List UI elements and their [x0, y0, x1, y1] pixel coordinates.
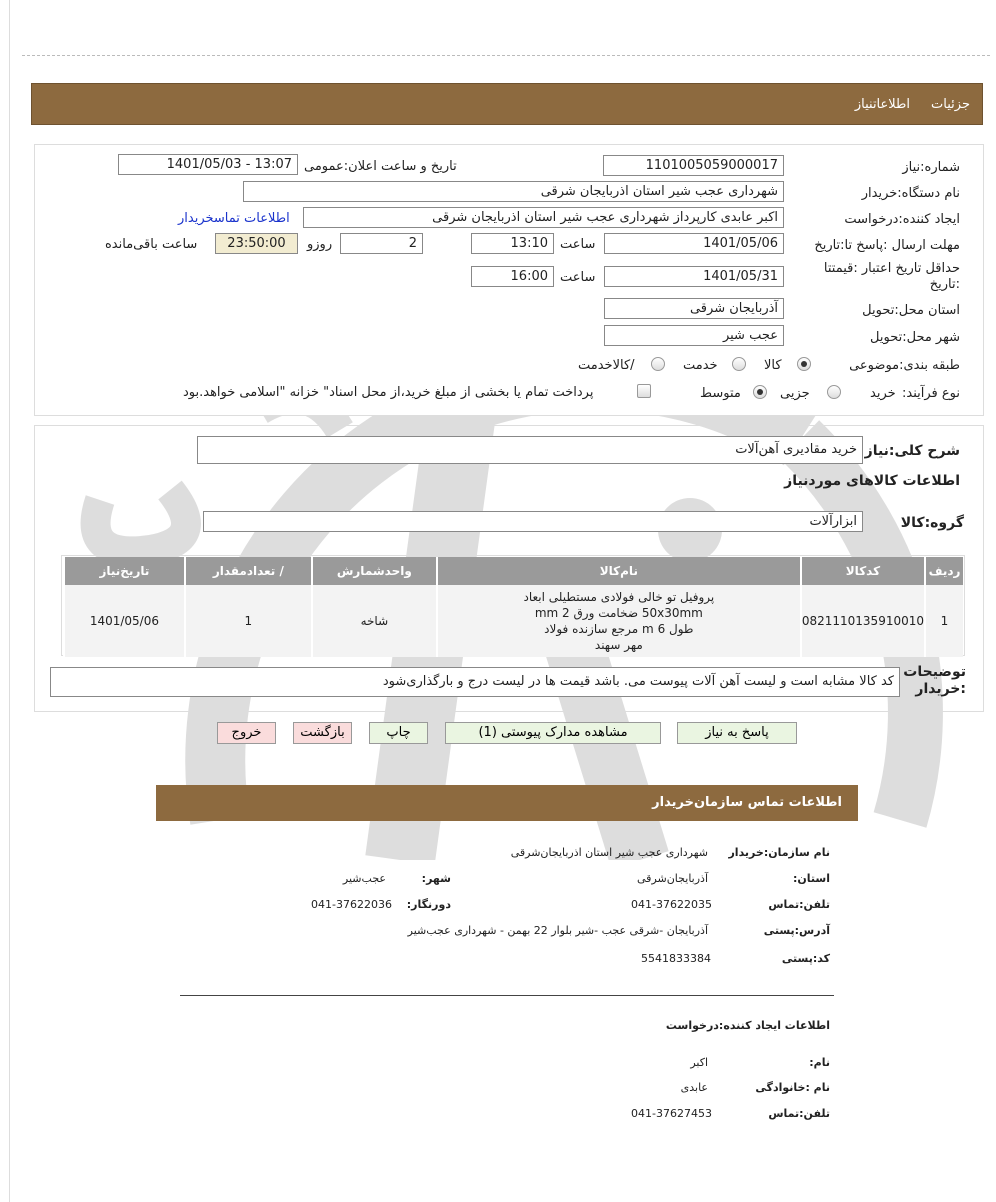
goods-name-line: پروفیل تو خالی فولادی مستطیلی ابعاد: [523, 590, 715, 604]
category-service-label: خدمت: [683, 358, 718, 373]
contact-separator: [180, 995, 834, 996]
buyer-contact-title: اطلاعات تماس سازمان‌خریدار: [652, 795, 842, 810]
goods-group-field: ابزارآلات: [203, 511, 863, 532]
deadline-time-label: ساعت: [560, 237, 596, 252]
print-button[interactable]: چاپ: [369, 722, 428, 744]
buyer-contact-header: [156, 785, 858, 821]
days-label: روزو: [307, 237, 333, 252]
reply-to-need-button[interactable]: پاسخ به نیاز: [677, 722, 797, 744]
cell-unit: شاخه: [312, 585, 437, 657]
deadline-date-field: 1401/05/06: [604, 233, 784, 254]
general-description-field: خرید مقادیری آهن‌آلات: [197, 436, 863, 464]
table-header-row: [64, 557, 963, 585]
process-medium-label: متوسط: [700, 386, 741, 401]
col-header-code: کدکالا: [801, 557, 925, 585]
goods-name-line: مهر سهند: [594, 638, 643, 652]
creator-phone-label: تلفن:تماس: [768, 1107, 830, 1120]
goods-name-line: 50x30mm ضخامت ورق 2 mm: [534, 606, 703, 620]
tab-need-info[interactable]: اطلاعاتنیاز: [854, 97, 910, 112]
price-validity-label: حداقل تاریخ اعتبار :قیمتتا :تاریخ: [823, 261, 960, 292]
process-type-label: نوع فرآیند:: [902, 386, 960, 401]
org-name-value: شهرداری عجب شیر استان اذربایجان‌شرقی: [510, 846, 708, 859]
category-goods-radio[interactable]: [797, 357, 811, 371]
col-header-index: ردیف: [925, 557, 963, 585]
announce-datetime-field: 1401/05/03 - 13:07: [118, 154, 298, 175]
view-attachments-button[interactable]: مشاهده مدارک پیوستی (1): [445, 722, 661, 744]
creator-name-label: نام:: [809, 1056, 830, 1069]
treasury-payment-note: پرداخت تمام یا بخشی از مبلغ خرید،از محل اسناد" خزانه "اسلامی خواهد.بود: [183, 385, 594, 400]
request-creator-field: اکبر عابدی کارپرداز شهرداری عجب شیر استان اذربایجان شرقی: [303, 207, 784, 228]
postal-code-label: کد:پستی: [781, 952, 830, 965]
table-row: [64, 585, 963, 657]
cell-qty: 1: [185, 585, 312, 657]
process-medium-radio[interactable]: [753, 385, 767, 399]
creator-family-value: عابدی: [680, 1081, 708, 1094]
remaining-time-field: 23:50:00: [215, 233, 298, 254]
goods-group-label: گروه:کالا: [900, 515, 964, 531]
delivery-city-label: شهر محل:تحویل: [870, 330, 960, 345]
delivery-province-label: استان محل:تحویل: [862, 303, 960, 318]
buyer-notes-field: کد کالا مشابه است و لیست آهن آلات پیوست می. باشد قیمت ها در لیست درج و بارگذاری‌شود: [50, 667, 900, 697]
fax-label: دورنگار:: [406, 898, 451, 911]
cell-goods-name: [437, 585, 801, 657]
cell-index: 1: [925, 585, 963, 657]
treasury-payment-checkbox[interactable]: [637, 384, 651, 398]
category-goods-service-label: /کالاخدمت: [578, 358, 635, 373]
buyer-org-field: شهرداری عجب شیر استان اذربایجان شرقی: [243, 181, 784, 202]
creator-family-label: نام :خانوادگی: [755, 1081, 830, 1094]
goods-info-title: اطلاعات کالاهای موردنیاز: [784, 473, 960, 489]
category-service-radio[interactable]: [732, 357, 746, 371]
col-header-name: نام‌کالا: [437, 557, 801, 585]
tab-details[interactable]: جزئیات: [931, 97, 970, 112]
buyer-org-label: نام دستگاه:خریدار: [861, 186, 960, 201]
validity-date-field: 1401/05/31: [604, 266, 784, 287]
province-value: آذربایجان‌شرقی: [637, 872, 708, 885]
reply-deadline-label: مهلت ارسال :پاسخ تا:تاریخ: [814, 238, 960, 253]
validity-time-field: 16:00: [471, 266, 554, 287]
phone-value: 041-37622035: [631, 898, 712, 911]
cell-code: 0821110135910010: [801, 585, 925, 657]
goods-name-line: طول 6 m مرجع سازنده فولاد: [544, 622, 694, 636]
process-partial-radio[interactable]: [827, 385, 841, 399]
delivery-city-field: عجب شیر: [604, 325, 784, 346]
phone-label: تلفن:تماس: [768, 898, 830, 911]
col-header-unit: واحدشمارش: [312, 557, 437, 585]
creator-info-title: اطلاعات ایجاد کننده:درخواست: [665, 1019, 830, 1032]
page-header-bar: [31, 83, 983, 125]
exit-button[interactable]: خروج: [217, 722, 276, 744]
postal-code-value: 5541833384: [641, 952, 711, 965]
remaining-time-label: ساعت باقی‌مانده: [105, 237, 198, 252]
delivery-province-field: آذربایجان شرقی: [604, 298, 784, 319]
creator-name-value: اکبر: [690, 1056, 708, 1069]
need-number-field: 1101005059000017: [603, 155, 784, 176]
days-field: 2: [340, 233, 423, 254]
announce-datetime-label: تاریخ و ساعت اعلان:عمومی: [304, 159, 457, 174]
org-name-label: نام سازمان:خریدار: [728, 846, 830, 859]
general-description-label: شرح کلی:نیاز: [864, 443, 960, 459]
creator-phone-value: 041-37627453: [631, 1107, 712, 1120]
process-buy-label: خرید: [870, 386, 896, 401]
need-number-label: شماره:نیاز: [902, 160, 960, 175]
deadline-time-field: 13:10: [471, 233, 554, 254]
cell-date: 1401/05/06: [64, 585, 185, 657]
category-goods-label: کالا: [764, 358, 782, 373]
category-goods-service-radio[interactable]: [651, 357, 665, 371]
address-value: آذربایجان -شرقی عجب -شیر بلوار 22 بهمن - شهرداری عجب‌شیر: [407, 924, 708, 937]
buyer-notes-label: توضیحات :خریدار: [903, 664, 966, 697]
col-header-qty: / تعدادمقدار: [185, 557, 312, 585]
top-dotted-divider: [22, 55, 990, 56]
left-border-line: [9, 0, 10, 1202]
category-label: طبقه بندی:موضوعی: [849, 358, 960, 373]
city-label: شهر:: [421, 872, 451, 885]
request-creator-label: ایجاد کننده:درخواست: [844, 212, 960, 227]
address-label: آدرس:پستی: [763, 924, 830, 937]
validity-time-label: ساعت: [560, 270, 596, 285]
buyer-contact-link[interactable]: اطلاعات تماسخریدار: [178, 211, 290, 226]
process-partial-label: جزیی: [780, 386, 810, 401]
fax-value: 041-37622036: [311, 898, 392, 911]
city-value: عجب‌شیر: [342, 872, 386, 885]
back-button[interactable]: بازگشت: [293, 722, 352, 744]
goods-table: [63, 557, 963, 657]
col-header-date: تاریخ‌نیاز: [64, 557, 185, 585]
province-label: استان:: [793, 872, 830, 885]
